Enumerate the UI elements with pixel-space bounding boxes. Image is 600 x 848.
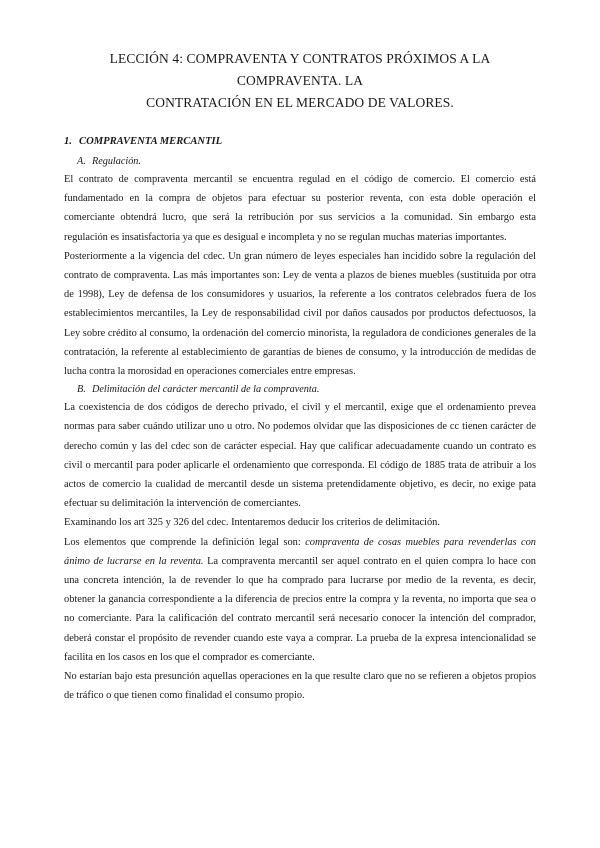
section-heading (64, 134, 536, 150)
subsection-title: Regulación. (92, 156, 141, 167)
section-title: COMPRAVENTA MERCANTIL (79, 136, 223, 147)
subsection-heading-a (64, 153, 536, 170)
legal-definition-italic: compraventa de cosas muebles para revenderlas con ánimo de lucrarse en la reventa. (64, 536, 536, 567)
paragraph: Examinando los art 325 y 326 del cdec. Intentaremos deducir los criterios de delimitación. (64, 517, 440, 529)
section-number: 1. (64, 136, 72, 147)
paragraph: El contrato de compraventa mercantil se encuentra regulad en el código de comercio. El comercio está fundamentado en la compra de objetos para efectuar su posterior reventa, con esta doble operación el comerciante obtendrá lucro, que será la retribución por sus servicios a la comunidad. Sin embargo esta regulación es insatisfactoria ya que es desigual e incompleta y no se regulan muchas materias importantes. (64, 174, 536, 243)
subsection-letter: A. (77, 156, 86, 167)
title-line-2: CONTRATACIÓN EN EL MERCADO DE VALORES. (146, 95, 454, 110)
subsection-heading-b (64, 381, 536, 398)
paragraph (64, 533, 536, 667)
paragraph: La coexistencia de dos códigos de derecho privado, el civil y el mercantil, exige que el ordenamiento prevea normas para saber cuándo utilizar uno u otro. No podemos olvidar que las disposiciones de cc tienen carácter de derecho común y las del cdec son de carácter especial. Hay que calificar adecuadamente cuando un contrato es civil o mercantil para poder aplicarle el ordenamiento que corresponda. El código de 1885 trata de atribuir a los actos de comercio la cualidad de mercantil desde un sistema pretendidamente objetivo, es decir, no exige pata efectuar su delimitación la intervención de comerciantes. (64, 402, 536, 510)
page-title (64, 48, 536, 114)
paragraph: Posteriormente a la vigencia del cdec. Un gran número de leyes especiales han incidido sobre la regulación del contrato de compraventa. Las más importantes son: Ley de venta a plazos de bienes muebles (sustituida por otra de 1998), Ley de defensa de los consumidores y usuarios, la referente a los contratos celebrados fuera de los establecimientos mercantiles, la Ley de responsabilidad civil por daños causados por productos defectuosos, la Ley sobre crédito al consumo, la ordenación del comercio minorista, la reguladora de condiciones generales de la contratación, la referente al establecimiento de garantías de bienes de consumo, y la introducción de medidas de lucha contra la morosidad en operaciones comerciales entre empresas. (64, 250, 536, 378)
paragraph-lead: Los elementos que comprende la definición legal son: (64, 536, 306, 548)
subsection-title: Delimitación del carácter mercantil de la compraventa. (92, 384, 320, 396)
title-line-1: LECCIÓN 4: COMPRAVENTA Y CONTRATOS PRÓXIMOS A LA COMPRAVENTA. LA (109, 51, 491, 88)
paragraph-rest: La compraventa mercantil ser aquel contrato en el quien compra lo hace con una concreta intención, la de revender lo que ha comprado para lucrarse por medio de la reventa, es decir, obtener la ganancia correspondiente a la diferencia de precios entre la compra y la reventa, no importa que sea o no comerciante. Para la calificación del contrato mercantil será necesario conocer la intención del comprador, deberá constar el propósito de revender cuando este vaya a comprar. La prueba de la expresa intencionalidad se facilita en los casos en los que el comprador es comerciante. (64, 555, 536, 663)
subsection-letter: B. (77, 384, 86, 396)
paragraph: No estarían bajo esta presunción aquellas operaciones en la que resulte claro que no se refieren a objetos propios de tráfico o que tienen como finalidad el consumo propio. (64, 671, 536, 702)
